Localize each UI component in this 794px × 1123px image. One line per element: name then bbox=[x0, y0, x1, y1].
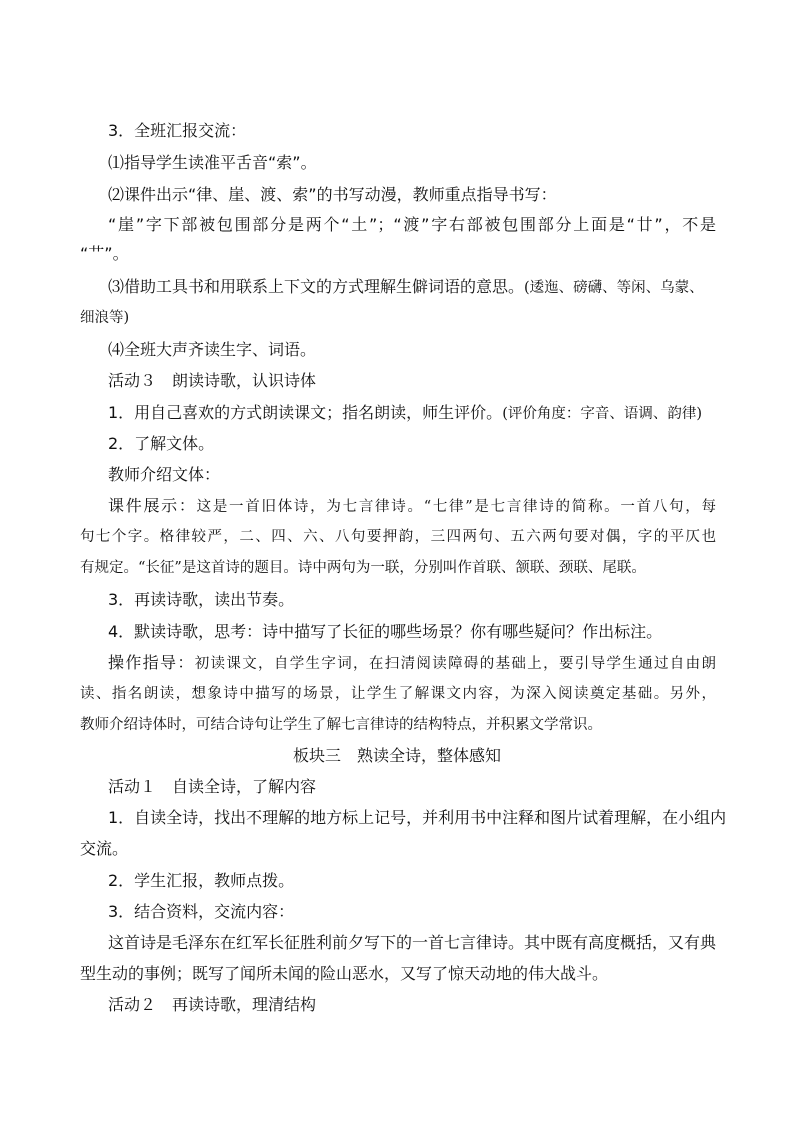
section-3-title: 板块三 熟读全诗，整体感知 bbox=[292, 746, 501, 765]
activity-2-heading: 活动２ 再读诗歌，理清结构 bbox=[108, 995, 317, 1014]
guidance-line-3: 教师介绍诗体时，可结合诗句让学生了解七言律诗的结构特点，并积累文学常识。 bbox=[80, 717, 602, 733]
activity-3-step-4: 4．默读诗歌，思考：诗中描写了长征的哪些场景？你有哪些疑问？作出标注。 bbox=[108, 622, 663, 641]
step-3-heading: 3．全班汇报交流： bbox=[108, 121, 247, 140]
activity-3-step-3: 3．再读诗歌，读出节奏。 bbox=[108, 590, 295, 609]
item-3-words-cont: 细浪等) bbox=[80, 310, 130, 326]
guidance-label: 操作指导： bbox=[108, 653, 195, 672]
content-summary-line-1: 这首诗是毛泽东在红军长征胜利前夕写下的一首七言律诗。其中既有高度概括，又有典 bbox=[108, 933, 717, 952]
teacher-intro: 教师介绍文体： bbox=[108, 465, 221, 484]
guidance-line-1 bbox=[108, 653, 716, 674]
step-1-text: 1．用自己喜欢的方式朗读课文；指名朗读，师生评价。 bbox=[108, 403, 503, 422]
activity-1-step-3: 3．结合资料，交流内容： bbox=[108, 902, 295, 921]
activity-1-heading: 活动１ 自读全诗，了解内容 bbox=[108, 777, 317, 796]
courseware-label: 课件展示： bbox=[108, 496, 197, 515]
item-1: ⑴指导学生读准平舌音“索”。 bbox=[108, 153, 317, 172]
activity-3-step-2: 2．了解文体。 bbox=[108, 434, 215, 453]
courseware-text: 这是一首旧体诗，为七言律诗。“七律”是七言律诗的简称。一首八句，每 bbox=[196, 499, 716, 515]
activity-3-heading: 活动３ 朗读诗歌，认识诗体 bbox=[108, 371, 317, 390]
courseware-line-3: 有规定。“长征”是这首诗的题目。诗中两句为一联，分别叫作首联、颔联、颈联、尾联。 bbox=[80, 560, 646, 576]
item-3-words: (逶迤、磅礴、等闲、乌蒙、 bbox=[524, 280, 704, 296]
step-1-note: (评价角度：字音、语调、韵律) bbox=[502, 406, 703, 422]
activity-1-step-2: 2．学生汇报，教师点拨。 bbox=[108, 871, 295, 890]
content-summary-line-2: 型生动的事例；既写了闻所未闻的险山恶水，又写了惊天动地的伟大战斗。 bbox=[80, 964, 609, 983]
guidance-line-2: 读、指名朗读，想象诗中描写的场景，让学生了解课文内容，为深入阅读奠定基础。另外， bbox=[80, 686, 716, 702]
item-4: ⑷全班大声齐读生字、词语。 bbox=[108, 340, 317, 359]
item-2: ⑵课件出示“律、崖、渡、索”的书写动漫，教师重点指导书写： bbox=[108, 185, 557, 204]
writing-guide-line-1: “崖”字下部被包围部分是两个“土”；“渡”字右部被包围部分上面是“廿”，不是 bbox=[108, 215, 716, 234]
courseware-line-2: 句七个字。格律较严，二、四、六、八句要押韵，三四两句、五六两句要对偶，字的平仄也 bbox=[80, 529, 716, 545]
guidance-text: 初读课文，自学生字词，在扫清阅读障碍的基础上，要引导学生通过自由朗 bbox=[194, 656, 716, 672]
activity-1-step-1: 1．自读全诗，找出不理解的地方标上记号，并利用书中注释和图片试着理解，在小组内 bbox=[108, 808, 727, 827]
writing-guide-line-2: “艹”。 bbox=[80, 244, 129, 263]
item-3-text: ⑶借助工具书和用联系上下文的方式理解生僻词语的意思。 bbox=[108, 277, 525, 296]
item-3 bbox=[108, 277, 704, 298]
activity-3-step-1 bbox=[108, 403, 702, 424]
activity-1-step-1-cont: 交流。 bbox=[80, 839, 129, 858]
courseware-line-1 bbox=[108, 496, 716, 517]
